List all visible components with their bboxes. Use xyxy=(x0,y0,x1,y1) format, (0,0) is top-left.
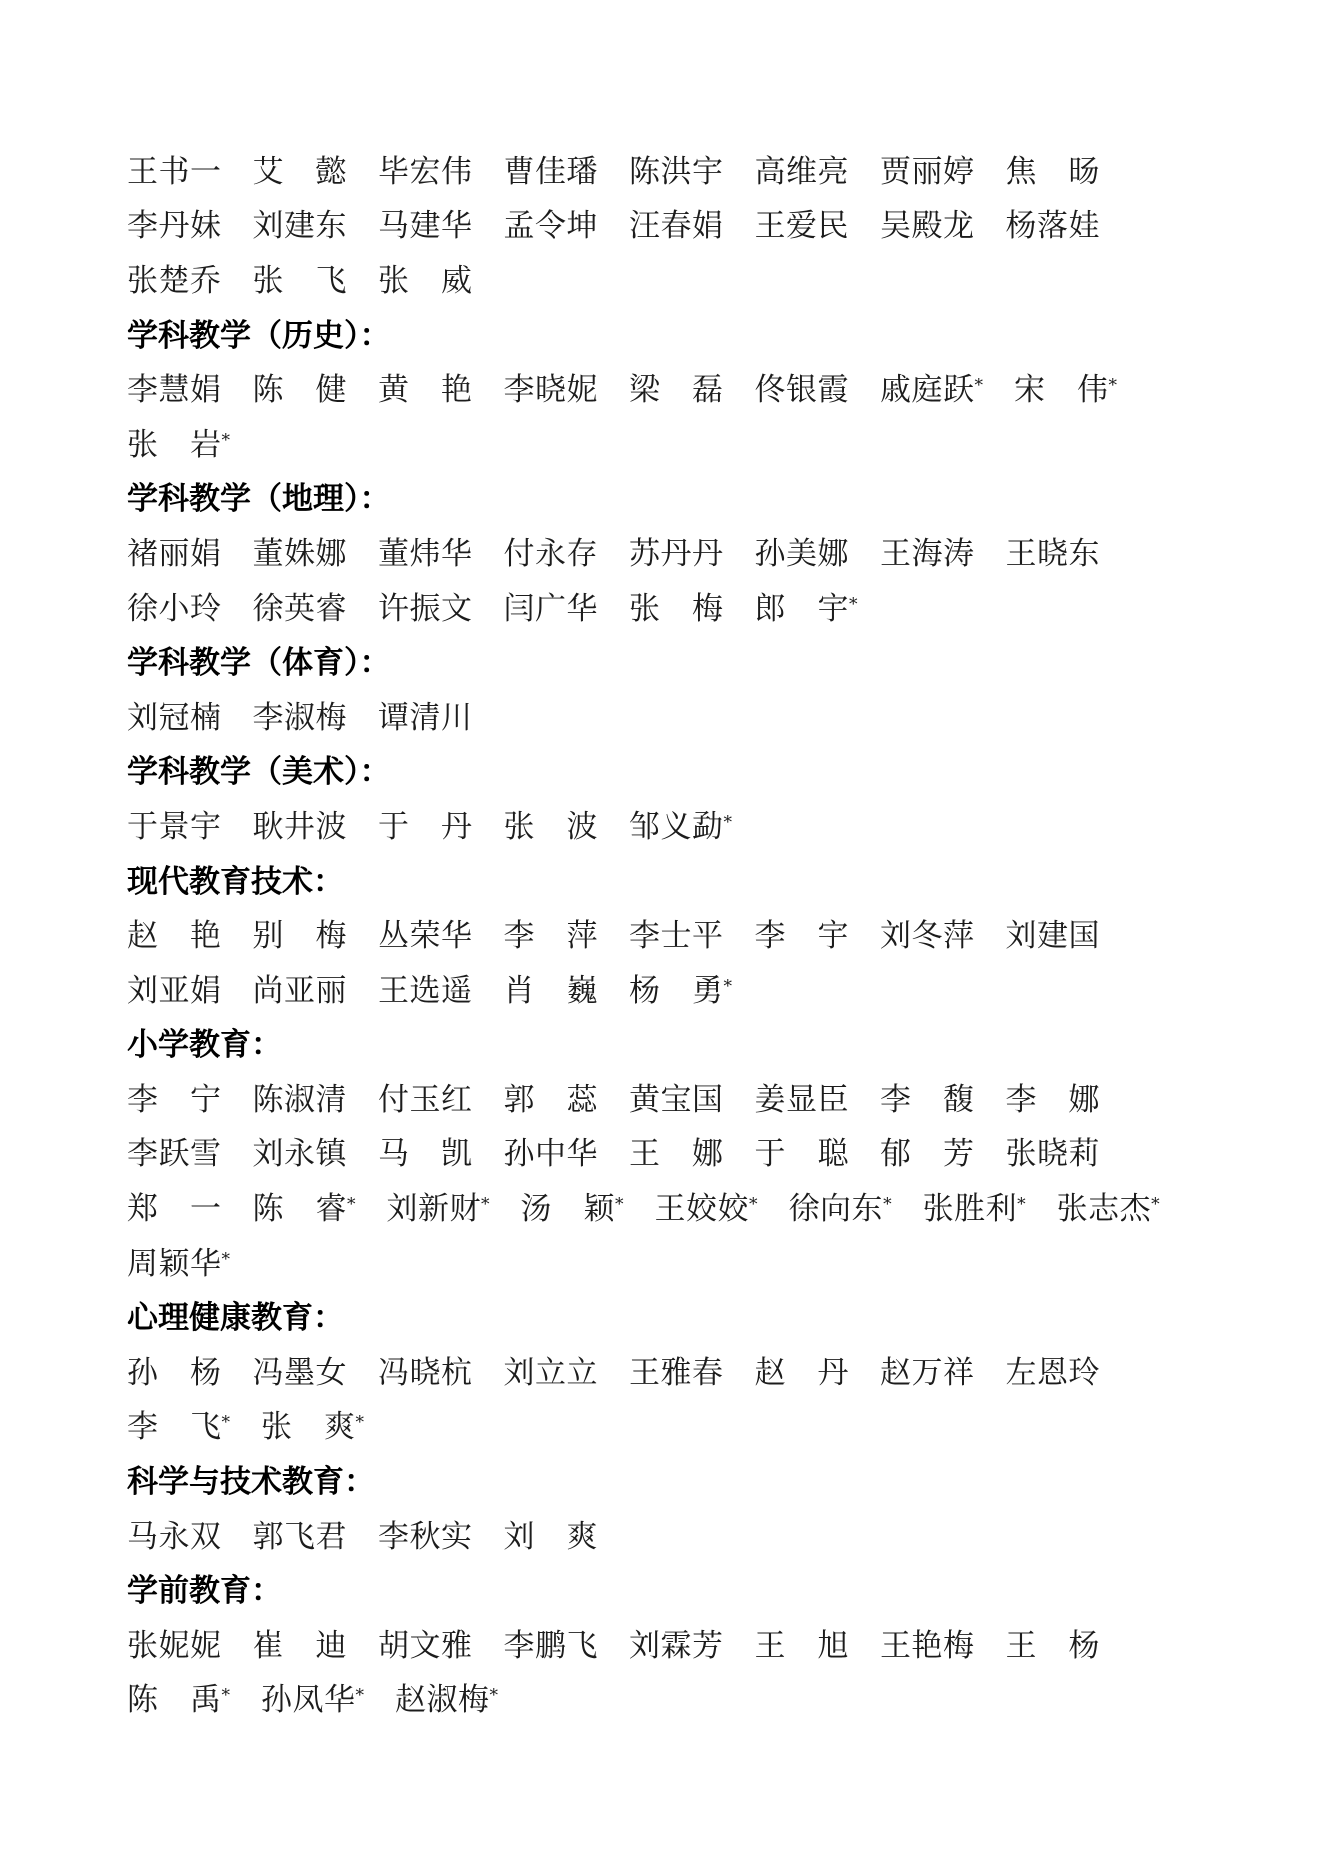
person-name: 别 梅 xyxy=(252,918,347,955)
person-name: 马 凯 xyxy=(378,1136,473,1173)
person-name: 尚亚丽 xyxy=(252,972,347,1009)
person-name: 李 娜 xyxy=(1005,1081,1100,1118)
person-name: 郑 一 xyxy=(127,1191,222,1228)
footnote-asterisk: * xyxy=(1151,1194,1160,1215)
person-name: 赵 艳 xyxy=(127,918,222,955)
person-name: 李慧娟 xyxy=(127,372,222,409)
footnote-asterisk: * xyxy=(221,1249,231,1270)
person-name: 郭 蕊 xyxy=(503,1081,598,1118)
person-name: 李晓妮 xyxy=(503,372,598,409)
section-header: 学前教育： xyxy=(127,1573,282,1610)
section-header: 小学教育： xyxy=(127,1027,282,1064)
section-header: 心理健康教育： xyxy=(127,1300,344,1337)
person-name: 孙凤华* xyxy=(261,1682,365,1719)
person-name: 孙 杨 xyxy=(127,1354,222,1391)
person-name: 戚庭跃* xyxy=(880,372,984,409)
person-name: 于 聪 xyxy=(754,1136,849,1173)
person-name: 丛荣华 xyxy=(378,918,473,955)
person-name: 刘建国 xyxy=(1005,918,1100,955)
section-header: 科学与技术教育： xyxy=(127,1464,375,1501)
name-line xyxy=(127,363,1172,418)
person-name: 陈 睿* xyxy=(252,1191,356,1228)
person-name: 刘霖芳 xyxy=(629,1627,724,1664)
section-header: 学科教学（美术）： xyxy=(127,754,391,791)
person-name: 汪春娟 xyxy=(629,208,724,245)
section-header: 学科教学（地理）： xyxy=(127,481,391,518)
name-line xyxy=(127,1073,1172,1128)
footnote-asterisk: * xyxy=(1108,375,1118,396)
person-name: 李跃雪 xyxy=(127,1136,222,1173)
name-line xyxy=(127,200,1172,255)
name-line xyxy=(127,909,1172,964)
name-line xyxy=(127,691,1172,746)
name-line xyxy=(127,1346,1172,1401)
person-name: 张 梅 xyxy=(629,590,724,627)
person-name: 王雅春 xyxy=(629,1354,724,1391)
person-name: 陈 健 xyxy=(252,372,347,409)
person-name: 冯墨女 xyxy=(252,1354,347,1391)
person-name: 黄 艳 xyxy=(378,372,473,409)
footnote-asterisk: * xyxy=(615,1194,624,1215)
person-name: 郁 芳 xyxy=(880,1136,975,1173)
person-name: 邹义勐* xyxy=(629,808,733,845)
person-name: 张 飞 xyxy=(252,262,347,299)
person-name: 姜显臣 xyxy=(754,1081,849,1118)
person-name: 高维亮 xyxy=(754,153,849,190)
person-name: 张楚乔 xyxy=(127,262,222,299)
footnote-asterisk: * xyxy=(355,1413,365,1434)
person-name: 刘亚娟 xyxy=(127,972,222,1009)
person-name: 徐小玲 xyxy=(127,590,222,627)
person-name: 王晓东 xyxy=(1005,535,1100,572)
person-name: 曹佳璠 xyxy=(503,153,598,190)
name-line xyxy=(127,1674,1172,1729)
name-line xyxy=(127,1182,1172,1237)
person-name: 张妮妮 xyxy=(127,1627,222,1664)
person-name: 刘永镇 xyxy=(252,1136,347,1173)
person-name: 刘 爽 xyxy=(503,1518,598,1555)
name-list xyxy=(127,145,1172,1728)
person-name: 王书一 xyxy=(127,153,222,190)
person-name: 毕宏伟 xyxy=(378,153,473,190)
person-name: 刘冬萍 xyxy=(880,918,975,955)
person-name: 褚丽娟 xyxy=(127,535,222,572)
person-name: 刘冠楠 xyxy=(127,699,222,736)
person-name: 马建华 xyxy=(378,208,473,245)
person-name: 李 宇 xyxy=(754,918,849,955)
name-line xyxy=(127,800,1172,855)
person-name: 李秋实 xyxy=(378,1518,473,1555)
person-name: 李士平 xyxy=(629,918,724,955)
person-name: 艾 懿 xyxy=(252,153,347,190)
footnote-asterisk: * xyxy=(1017,1194,1026,1215)
person-name: 李 飞* xyxy=(127,1409,231,1446)
footnote-asterisk: * xyxy=(221,430,231,451)
person-name: 王爱民 xyxy=(754,208,849,245)
person-name: 陈 禹* xyxy=(127,1682,231,1719)
person-name: 王 娜 xyxy=(629,1136,724,1173)
name-line xyxy=(127,1510,1172,1565)
person-name: 徐英睿 xyxy=(252,590,347,627)
person-name: 张胜利* xyxy=(922,1191,1026,1228)
person-name: 王 旭 xyxy=(754,1627,849,1664)
person-name: 陈洪宇 xyxy=(629,153,724,190)
person-name: 王 杨 xyxy=(1005,1627,1100,1664)
person-name: 刘立立 xyxy=(503,1354,598,1391)
footnote-asterisk: * xyxy=(355,1686,365,1707)
person-name: 李 宁 xyxy=(127,1081,222,1118)
person-name: 刘建东 xyxy=(252,208,347,245)
person-name: 冯晓杭 xyxy=(378,1354,473,1391)
person-name: 贾丽婷 xyxy=(880,153,975,190)
person-name: 张志杰* xyxy=(1056,1191,1160,1228)
person-name: 赵万祥 xyxy=(880,1354,975,1391)
footnote-asterisk: * xyxy=(221,1686,231,1707)
person-name: 肖 巍 xyxy=(503,972,598,1009)
person-name: 孙中华 xyxy=(503,1136,598,1173)
name-line xyxy=(127,1401,1172,1456)
person-name: 王选遥 xyxy=(378,972,473,1009)
person-name: 吴殿龙 xyxy=(880,208,975,245)
person-name: 左恩玲 xyxy=(1005,1354,1100,1391)
person-name: 崔 迪 xyxy=(252,1627,347,1664)
footnote-asterisk: * xyxy=(723,976,733,997)
section-header: 现代教育技术： xyxy=(127,863,344,900)
footnote-asterisk: * xyxy=(221,1413,231,1434)
name-line xyxy=(127,145,1172,200)
person-name: 李淑梅 xyxy=(252,699,347,736)
footnote-asterisk: * xyxy=(974,375,984,396)
person-name: 李丹妹 xyxy=(127,208,222,245)
person-name: 宋 伟* xyxy=(1014,372,1118,409)
person-name: 梁 磊 xyxy=(629,372,724,409)
person-name: 孟令坤 xyxy=(503,208,598,245)
person-name: 许振文 xyxy=(378,590,473,627)
person-name: 张 爽* xyxy=(261,1409,365,1446)
person-name: 王艳梅 xyxy=(880,1627,975,1664)
person-name: 刘新财* xyxy=(386,1191,490,1228)
footnote-asterisk: * xyxy=(489,1686,499,1707)
person-name: 陈淑清 xyxy=(252,1081,347,1118)
person-name: 付玉红 xyxy=(378,1081,473,1118)
person-name: 耿井波 xyxy=(252,808,347,845)
person-name: 谭清川 xyxy=(378,699,473,736)
name-line xyxy=(127,254,1172,309)
person-name: 于 丹 xyxy=(378,808,473,845)
person-name: 焦 旸 xyxy=(1005,153,1100,190)
person-name: 王姣姣* xyxy=(654,1191,758,1228)
person-name: 于景宇 xyxy=(127,808,222,845)
person-name: 汤 颖* xyxy=(520,1191,624,1228)
footnote-asterisk: * xyxy=(723,812,733,833)
person-name: 周颖华* xyxy=(127,1245,231,1282)
footnote-asterisk: * xyxy=(849,594,858,615)
person-name: 胡文雅 xyxy=(378,1627,473,1664)
person-name: 董炜华 xyxy=(378,535,473,572)
name-line xyxy=(127,964,1172,1019)
person-name: 王海涛 xyxy=(880,535,975,572)
person-name: 董姝娜 xyxy=(252,535,347,572)
footnote-asterisk: * xyxy=(749,1194,758,1215)
person-name: 郭飞君 xyxy=(252,1518,347,1555)
name-line xyxy=(127,1237,1172,1292)
person-name: 赵 丹 xyxy=(754,1354,849,1391)
section-header: 学科教学（体育）： xyxy=(127,645,391,682)
footnote-asterisk: * xyxy=(883,1194,892,1215)
person-name: 徐向东* xyxy=(788,1191,892,1228)
section-header: 学科教学（历史）： xyxy=(127,317,391,354)
footnote-asterisk: * xyxy=(347,1194,356,1215)
person-name: 李鹏飞 xyxy=(503,1627,598,1664)
person-name: 郎 宇* xyxy=(754,590,858,627)
footnote-asterisk: * xyxy=(481,1194,490,1215)
person-name: 付永存 xyxy=(503,535,598,572)
person-name: 杨 勇* xyxy=(629,972,733,1009)
person-name: 闫广华 xyxy=(503,590,598,627)
person-name: 孙美娜 xyxy=(754,535,849,572)
person-name: 赵淑梅* xyxy=(395,1682,499,1719)
person-name: 张 威 xyxy=(378,262,473,299)
person-name: 苏丹丹 xyxy=(629,535,724,572)
person-name: 张 波 xyxy=(503,808,598,845)
person-name: 马永双 xyxy=(127,1518,222,1555)
person-name: 张晓莉 xyxy=(1005,1136,1100,1173)
person-name: 李 馥 xyxy=(880,1081,975,1118)
name-line xyxy=(127,418,1172,473)
person-name: 李 萍 xyxy=(503,918,598,955)
person-name: 张 岩* xyxy=(127,426,231,463)
name-line xyxy=(127,1128,1172,1183)
person-name: 佟银霞 xyxy=(754,372,849,409)
person-name: 黄宝国 xyxy=(629,1081,724,1118)
name-line xyxy=(127,527,1172,582)
name-line xyxy=(127,1619,1172,1674)
name-line xyxy=(127,582,1172,637)
person-name: 杨落娃 xyxy=(1005,208,1100,245)
